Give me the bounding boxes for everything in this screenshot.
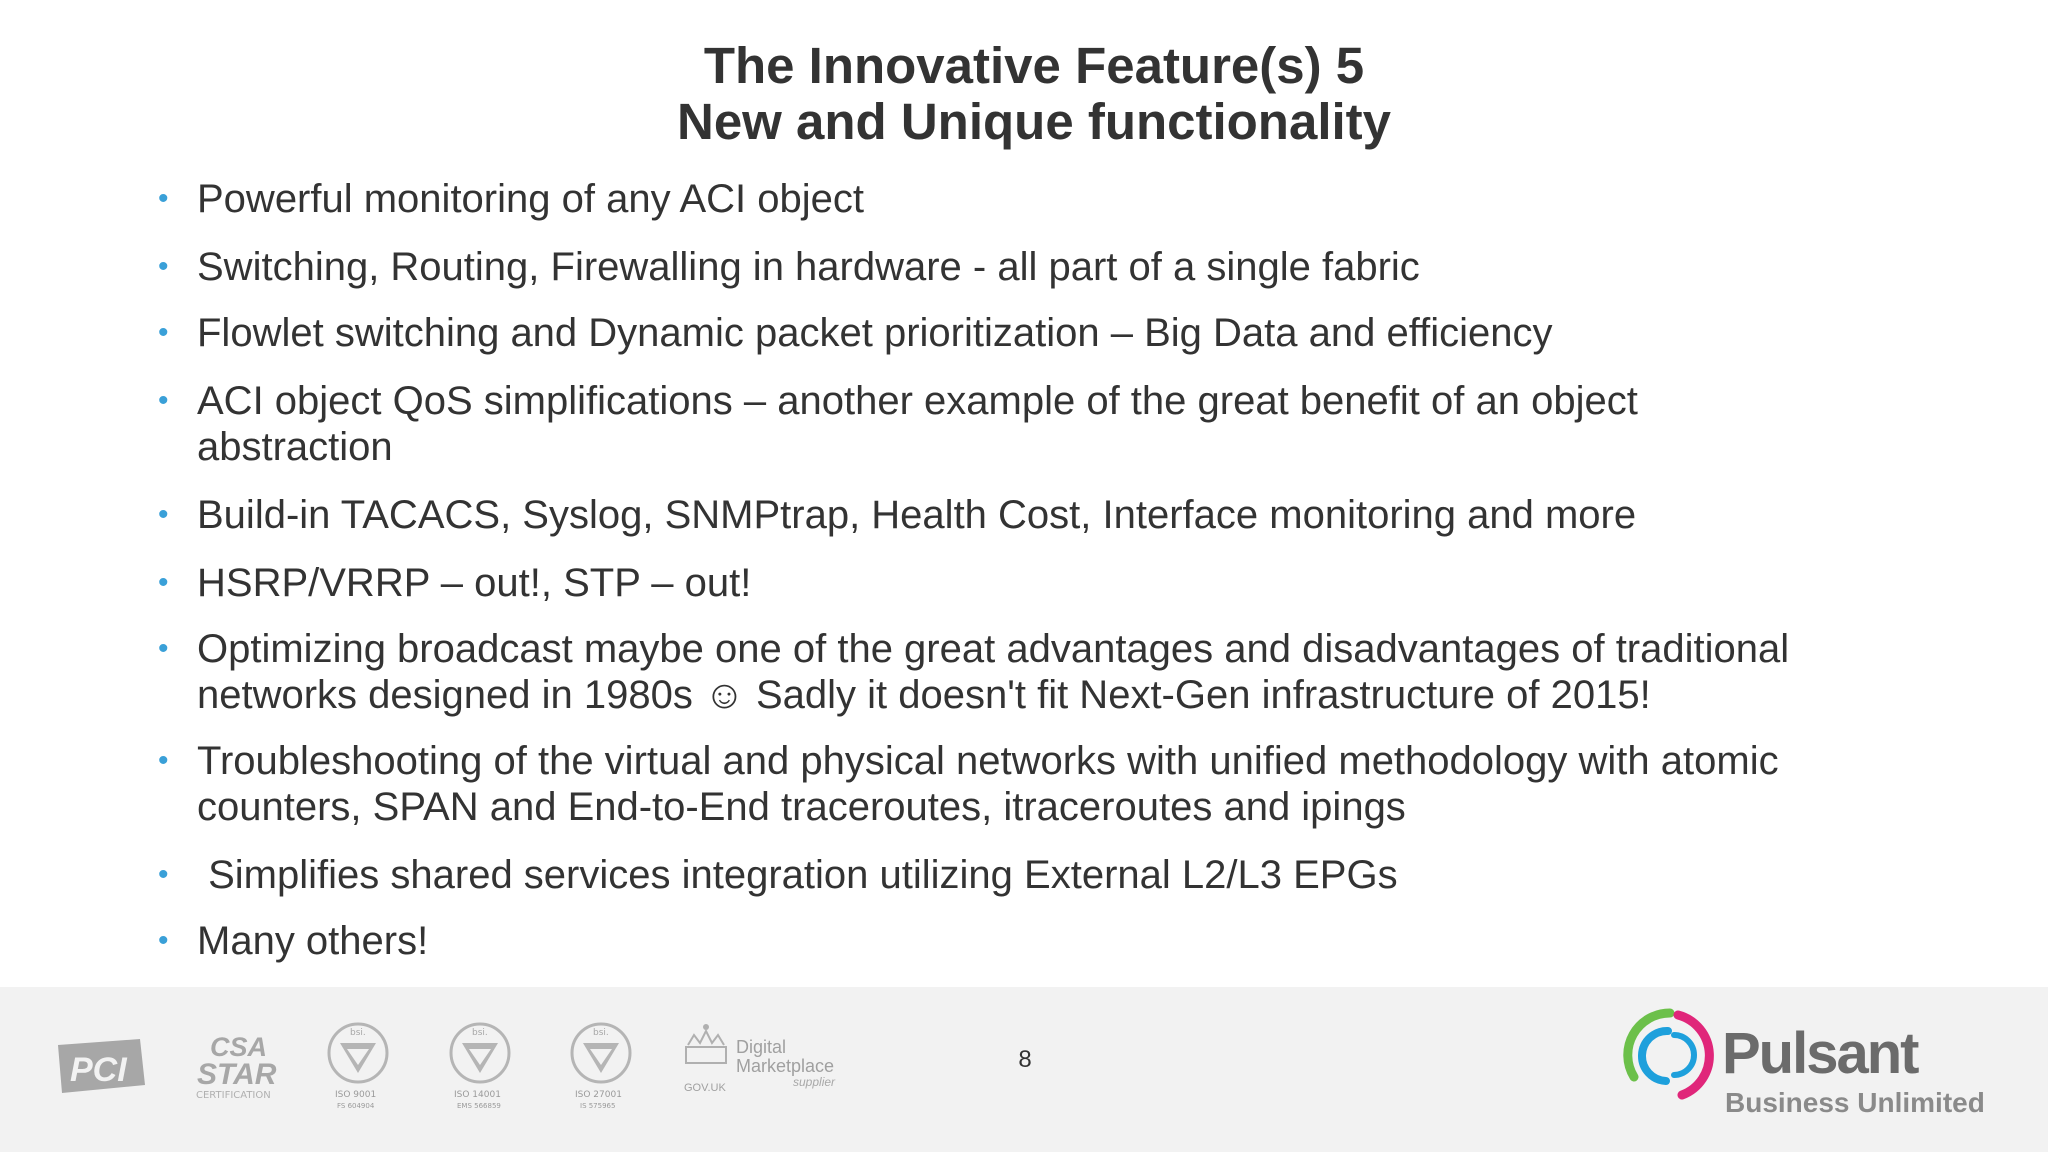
pci-text: PCI [70, 1051, 127, 1089]
iso-9001-sub: FS 604904 [337, 1102, 375, 1110]
bullet-item [158, 560, 1978, 606]
bullet-text: • Troubleshooting of the virtual and physical networks with unified methodology with atomic [197, 739, 1779, 783]
iso-14001-text: ISO 14001 [454, 1090, 501, 1100]
bullet-text: • Optimizing broadcast maybe one of the great advantages and disadvantages of traditional [197, 627, 1790, 671]
iso-9001-logo [329, 1024, 387, 1110]
bsi-text: bsi. [593, 1028, 609, 1038]
iso-14001-logo [451, 1024, 509, 1110]
bsi-text: bsi. [350, 1028, 366, 1038]
title-line-1: The Innovative Feature(s) 5 [703, 37, 1365, 94]
digital-marketplace-text [736, 1038, 834, 1076]
bsi-text: bsi. [472, 1028, 488, 1038]
dm-line-2: Marketplace [736, 1056, 835, 1076]
iso-27001-logo [572, 1024, 630, 1110]
bullet-item [158, 918, 1978, 964]
pulsant-logo-icon [1620, 1005, 1720, 1105]
star-text: STAR [197, 1058, 277, 1091]
bullet-text-cont: abstraction [197, 425, 393, 469]
bullet-text: Many others! [197, 919, 429, 963]
gov-uk-text: GOV.UK [684, 1082, 726, 1094]
bullet-text-cont: counters, SPAN and End-to-End traceroutes, itraceroutes and ipings [197, 785, 1406, 829]
dm-line-1: Digital [736, 1037, 787, 1057]
brand-tagline: Business Unlimited [1725, 1087, 1985, 1118]
bullet-text: Switching, Routing, Firewalling in hardware - all part of a single fabric [197, 245, 1420, 289]
iso-9001-text: ISO 9001 [335, 1090, 377, 1100]
page-number: 8 [1018, 1046, 1032, 1073]
bullet-item [158, 378, 1978, 470]
bullet-text: Powerful monitoring of any ACI object [197, 177, 865, 221]
csa-text: CSA [210, 1032, 268, 1062]
crown-icon [686, 1024, 726, 1063]
bullet-text: • ACI object QoS simplifications – another example of the great benefit of an object [197, 379, 1638, 423]
iso-14001-sub: EMS 566859 [457, 1102, 501, 1110]
csa-cert-text: CERTIFICATION [196, 1090, 271, 1101]
csa-star-logo [196, 1032, 277, 1101]
dm-supplier-text: supplier [793, 1075, 836, 1089]
bullet-list [158, 176, 1978, 964]
bullet-item [158, 626, 1978, 718]
bullet-item [158, 852, 1978, 898]
brand-name: Pulsant [1722, 1021, 1918, 1086]
bullet-text: HSRP/VRRP – out!, STP – out! [197, 561, 752, 605]
bullet-text: Flowlet switching and Dynamic packet prioritization – Big Data and efficiency [197, 311, 1553, 355]
iso-27001-text: ISO 27001 [575, 1090, 622, 1100]
bullet-item [158, 176, 1978, 222]
bullet-item [158, 738, 1978, 830]
bullet-text: Build-in TACACS, Syslog, SNMPtrap, Health Cost, Interface monitoring and more [197, 493, 1637, 537]
title-line-2: New and Unique functionality [676, 93, 1392, 150]
bullet-text-cont: networks designed in 1980s ☺ Sadly it doesn't fit Next-Gen infrastructure of 2015! [197, 673, 1651, 717]
iso-27001-sub: IS 575965 [580, 1102, 616, 1110]
bullet-item [158, 310, 1978, 356]
slide-title [0, 38, 2048, 150]
bullet-item [158, 244, 1978, 290]
pci-logo [58, 1039, 145, 1093]
bullet-text: Simplifies shared services integration utilizing External L2/L3 EPGs [197, 853, 1398, 897]
bullet-item [158, 492, 1978, 538]
